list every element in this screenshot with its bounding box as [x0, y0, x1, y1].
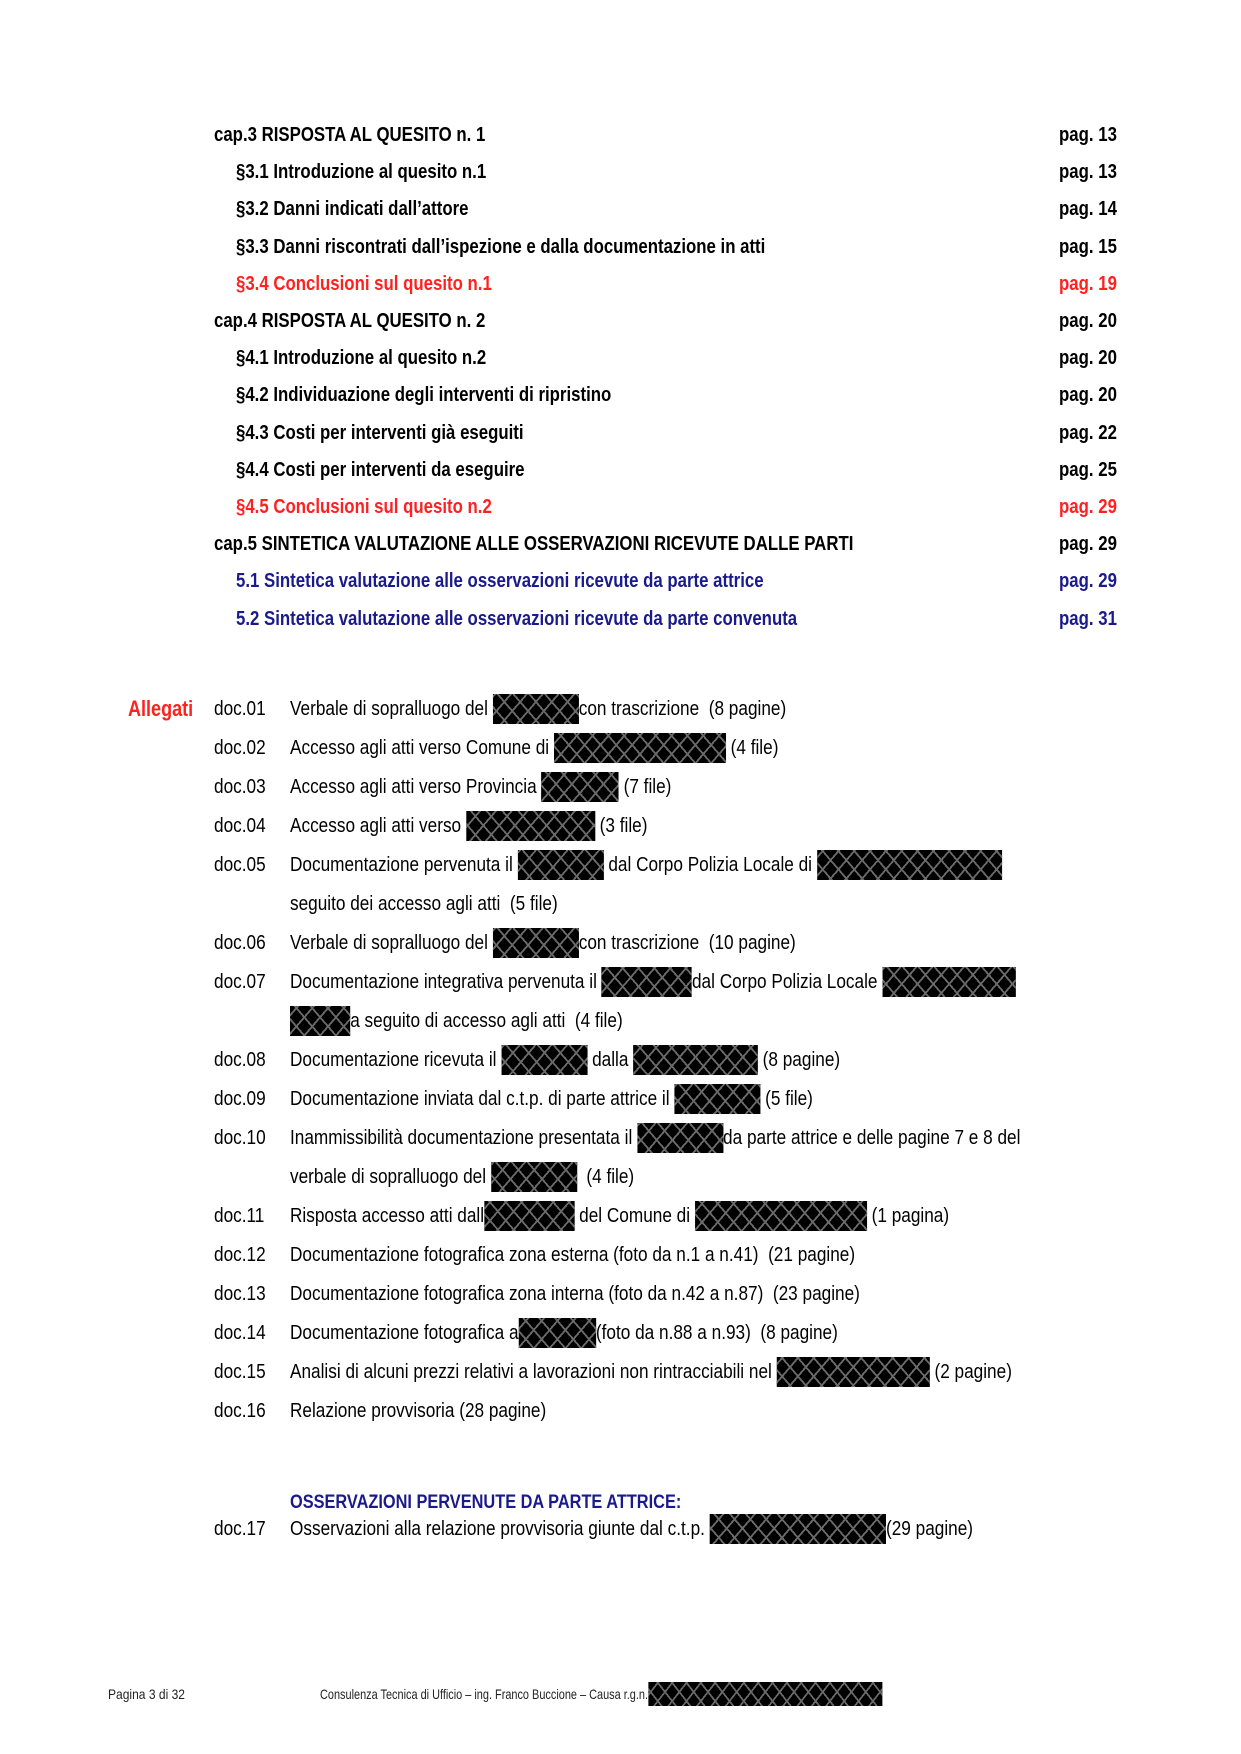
toc-entry-page: pag. 29 — [1059, 570, 1117, 593]
toc-entry-page: pag. 29 — [1059, 496, 1117, 518]
toc-entry — [0, 376, 1241, 414]
footer-text: Consulenza Tecnica di Ufficio – ing. Franco Buccione – Causa r.g.n. — [320, 1686, 648, 1702]
attachment-text: Accesso agli atti verso — [290, 815, 466, 837]
attachment-code: doc.14 — [214, 1322, 266, 1344]
toc-entry-page: pag. 31 — [1059, 607, 1117, 630]
attachment-code: doc.17 — [214, 1518, 266, 1540]
attachment-text: seguito dei accesso agli atti (5 file) — [290, 893, 558, 915]
attachment-line — [0, 1002, 1241, 1040]
attachment-code: doc.03 — [214, 776, 266, 798]
redaction-block — [519, 1318, 596, 1348]
attachment-code: doc.13 — [214, 1283, 266, 1305]
attachment-line — [0, 924, 1241, 962]
attachment-text: (4 file) — [576, 1166, 635, 1188]
attachment-text: (8 pagine) — [757, 1049, 841, 1071]
redaction-block — [466, 811, 595, 841]
attachment-code: doc.05 — [214, 854, 266, 876]
attachment-text: (4 file) — [725, 737, 779, 759]
attachment-description — [290, 963, 1016, 1001]
attachment-description — [290, 729, 778, 767]
attachment-text: (foto da n.88 a n.93) (8 pagine) — [595, 1322, 838, 1344]
attachment-description — [290, 1158, 634, 1196]
attachment-line — [0, 846, 1241, 884]
attachment-description — [290, 1119, 1020, 1157]
attachment-text: (1 pagina) — [866, 1205, 950, 1227]
toc-entry — [0, 228, 1241, 266]
toc-entry-title: 5.1 Sintetica valutazione alle osservazioni ricevute da parte attrice — [236, 570, 764, 593]
redaction-block — [777, 1357, 930, 1387]
attachment-code: doc.08 — [214, 1049, 266, 1071]
toc-entry — [0, 265, 1241, 303]
toc-entry-title: §4.1 Introduzione al quesito n.2 — [236, 347, 487, 370]
attachment-text: dal Corpo Polizia Locale — [691, 971, 883, 993]
toc-entry-page: pag. 25 — [1059, 458, 1117, 481]
toc-entry-page: pag. 22 — [1059, 421, 1117, 444]
attachment-text: Analisi di alcuni prezzi relativi a lavorazioni non rintracciabili nel — [290, 1361, 777, 1383]
toc-entry-title: §4.2 Individuazione degli interventi di ripristino — [236, 384, 612, 407]
toc-entry — [0, 339, 1241, 377]
attachment-line — [0, 807, 1241, 845]
attachment-text: Documentazione fotografica zona interna (foto da n.42 a n.87) (23 pagine) — [290, 1283, 860, 1305]
attachment-text: da parte attrice e delle pagine 7 e 8 del — [723, 1127, 1021, 1149]
attachment-description — [290, 885, 558, 923]
toc-entry-page: pag. 20 — [1059, 384, 1117, 407]
attachment-description — [290, 768, 671, 806]
attachment-code: doc.12 — [214, 1244, 266, 1266]
attachment-text: Inammissibilità documentazione presentata il — [290, 1127, 638, 1149]
attachment-code: doc.09 — [214, 1088, 266, 1110]
attachment-text: a seguito di accesso agli atti (4 file) — [350, 1010, 623, 1032]
attachment-text: dalla — [587, 1049, 634, 1071]
redaction-block — [648, 1682, 882, 1706]
attachment-description — [290, 807, 647, 845]
attachment-text: Verbale di sopralluogo del — [290, 932, 493, 954]
attachment-code: doc.06 — [214, 932, 266, 954]
attachment-code: doc.07 — [214, 971, 266, 993]
toc-entry — [0, 562, 1241, 600]
attachment-description — [290, 1002, 623, 1040]
attachment-description — [290, 1275, 860, 1313]
redaction-block — [290, 1006, 350, 1036]
toc-entry-page: pag. 20 — [1059, 310, 1117, 332]
toc-entry-title: cap.5 SINTETICA VALUTAZIONE ALLE OSSERVAZIONI RICEVUTE DALLE PARTI — [214, 533, 854, 556]
redaction-block — [554, 733, 726, 763]
toc-entry — [0, 525, 1241, 563]
attachment-text: Documentazione inviata dal c.t.p. di parte attrice il — [290, 1088, 675, 1110]
attachment-text: Accesso agli atti verso Provincia — [290, 776, 542, 798]
attachment-text: Accesso agli atti verso Comune di — [290, 737, 554, 759]
attachment-line — [0, 1236, 1241, 1274]
toc-entry — [0, 302, 1241, 340]
attachment-text: Documentazione pervenuta il — [290, 854, 518, 876]
attachment-code: doc.16 — [214, 1400, 266, 1422]
toc-entry-page: pag. 13 — [1059, 161, 1117, 184]
redaction-block — [710, 1514, 886, 1544]
attachment-text: dal Corpo Polizia Locale di — [603, 854, 817, 876]
attachment-description — [290, 1236, 855, 1274]
attachment-text: del Comune di — [574, 1205, 695, 1227]
toc-entry-title: §4.4 Costi per interventi da eseguire — [236, 458, 525, 481]
attachment-text: (2 pagine) — [929, 1361, 1012, 1383]
attachment-text: Osservazioni alla relazione provvisoria giunte dal c.t.p. — [290, 1518, 710, 1540]
attachment-description — [290, 1197, 949, 1235]
attachment-description — [290, 1041, 840, 1079]
toc-entry-title: §3.4 Conclusioni sul quesito n.1 — [236, 272, 492, 295]
redaction-block — [541, 772, 618, 802]
redaction-block — [491, 1162, 577, 1192]
attachment-line — [0, 1197, 1241, 1235]
attachment-description — [290, 1353, 1012, 1391]
attachment-line — [0, 768, 1241, 806]
attachment-line — [0, 690, 1241, 728]
toc-entry-page: pag. 19 — [1059, 272, 1117, 295]
attachment-code: doc.04 — [214, 815, 266, 837]
toc-entry-page: pag. 29 — [1059, 533, 1117, 556]
footer-page-number: Pagina 3 di 32 — [108, 1686, 185, 1702]
redaction-block — [493, 928, 579, 958]
attachment-text: Documentazione fotografica zona esterna (foto da n.1 a n.41) (21 pagine) — [290, 1244, 856, 1266]
page-footer — [0, 1680, 1241, 1708]
redaction-block — [602, 967, 692, 997]
attachment-text: (3 file) — [594, 815, 648, 837]
attachment-text: Documentazione integrativa pervenuta il — [290, 971, 602, 993]
attachment-text: Risposta accesso atti dall — [290, 1205, 485, 1227]
attachment-text: con trascrizione (10 pagine) — [578, 932, 796, 954]
attachment-description — [290, 1080, 813, 1118]
redaction-block — [882, 967, 1015, 997]
toc-entry-page: pag. 20 — [1059, 347, 1117, 370]
attachment-line — [0, 729, 1241, 767]
attachment-text: (29 pagine) — [886, 1518, 974, 1540]
toc-entry — [0, 190, 1241, 228]
allegati-label: Allegati — [128, 696, 194, 721]
attachment-line — [0, 1314, 1241, 1352]
toc-entry — [0, 600, 1241, 638]
attachment-line — [0, 1041, 1241, 1079]
redaction-block — [501, 1045, 587, 1075]
toc-entry-title: §4.5 Conclusioni sul quesito n.2 — [236, 496, 492, 518]
osservazioni-heading: OSSERVAZIONI PERVENUTE DA PARTE ATTRICE: — [290, 1492, 682, 1513]
redaction-block — [484, 1201, 574, 1231]
redaction-block — [674, 1084, 760, 1114]
toc-entry-page: pag. 14 — [1059, 198, 1117, 221]
toc-entry-title: 5.2 Sintetica valutazione alle osservazioni ricevute da parte convenuta — [236, 607, 798, 630]
toc-entry-title: §3.1 Introduzione al quesito n.1 — [236, 161, 487, 184]
redaction-block — [817, 850, 1002, 880]
attachment-description — [290, 1392, 546, 1430]
attachment-description — [290, 690, 786, 728]
attachment-text: verbale di sopralluogo del — [290, 1166, 491, 1188]
redaction-block — [695, 1201, 867, 1231]
attachment-code: doc.11 — [214, 1205, 265, 1227]
redaction-block — [493, 694, 579, 724]
attachment-description — [290, 846, 1002, 884]
toc-entry-page: pag. 13 — [1059, 124, 1117, 146]
toc-entry-title: cap.4 RISPOSTA AL QUESITO n. 2 — [214, 310, 486, 332]
toc-entry — [0, 488, 1241, 526]
redaction-block — [518, 850, 604, 880]
redaction-block — [637, 1123, 723, 1153]
attachment-description — [290, 924, 796, 962]
toc-entry — [0, 451, 1241, 489]
toc-entry-title: §4.3 Costi per interventi già eseguiti — [236, 421, 524, 444]
attachment-line — [0, 1275, 1241, 1313]
attachment-code: doc.01 — [214, 698, 266, 720]
toc-entry-title: §3.2 Danni indicati dall’attore — [236, 198, 469, 221]
attachment-text: con trascrizione (8 pagine) — [578, 698, 787, 720]
attachment-line — [0, 1392, 1241, 1430]
attachment-line — [0, 1080, 1241, 1118]
attachment-text: (7 file) — [618, 776, 672, 798]
attachment-line — [0, 1119, 1241, 1157]
attachment-text: Documentazione ricevuta il — [290, 1049, 502, 1071]
attachment-text: Documentazione fotografica a — [290, 1322, 519, 1344]
attachment-code: doc.02 — [214, 737, 266, 759]
toc-entry-title: cap.3 RISPOSTA AL QUESITO n. 1 — [214, 124, 486, 146]
attachment-code: doc.15 — [214, 1361, 266, 1383]
attachment-line — [0, 1353, 1241, 1391]
attachment-text: (5 file) — [760, 1088, 813, 1110]
attachment-text: Relazione provvisoria (28 pagine) — [290, 1400, 547, 1422]
toc-entry — [0, 414, 1241, 452]
footer-text-wrapper — [320, 1680, 882, 1708]
attachment-line — [0, 1158, 1241, 1196]
redaction-block — [633, 1045, 758, 1075]
toc-entry-page: pag. 15 — [1059, 235, 1117, 258]
toc-entry — [0, 116, 1241, 154]
attachment-code: doc.10 — [214, 1127, 266, 1149]
toc-entry-title: §3.3 Danni riscontrati dall’ispezione e dalla documentazione in atti — [236, 235, 766, 258]
attachment-line — [0, 885, 1241, 923]
attachment-text: Verbale di sopralluogo del — [290, 698, 493, 720]
toc-entry — [0, 153, 1241, 191]
attachment-description — [290, 1314, 838, 1352]
attachment-line — [0, 963, 1241, 1001]
